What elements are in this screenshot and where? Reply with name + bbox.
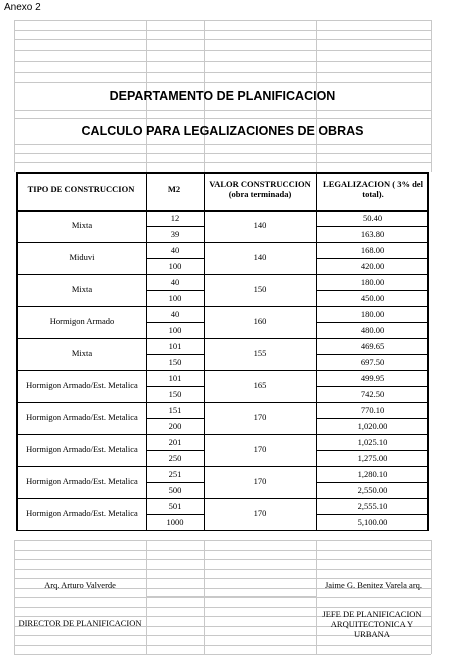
cell-m2: 100 (168, 324, 182, 335)
cell-tipo: Hormigon Armado/Est. Metalica (26, 412, 138, 423)
cell-valor: 165 (253, 380, 267, 391)
group-border (16, 530, 429, 531)
cell-legalizacion: 499.95 (360, 372, 385, 383)
cell-tipo: Hormigon Armado/Est. Metalica (26, 508, 138, 519)
cell-legalizacion: 697.50 (360, 356, 385, 367)
page-title: DEPARTAMENTO DE PLANIFICACION (109, 88, 336, 103)
cell-m2: 500 (168, 484, 182, 495)
cell-legalizacion: 450.00 (360, 292, 385, 303)
gridline (431, 20, 432, 172)
cell-tipo: Hormigon Armado/Est. Metalica (26, 476, 138, 487)
header-valor: VALOR CONSTRUCCION (obra terminada) (209, 179, 311, 199)
cell-legalizacion: 480.00 (360, 324, 385, 335)
cell-valor: 170 (253, 476, 267, 487)
cell-tipo: Hormigon Armado/Est. Metalica (26, 380, 138, 391)
cell-legalizacion: 2,555.10 (357, 500, 388, 511)
spreadsheet (14, 20, 431, 655)
cell-legalizacion: 1,280.10 (357, 468, 388, 479)
cell-valor: 140 (253, 252, 267, 263)
signature-left-name: Arq. Arturo Valverde (44, 580, 116, 591)
gridline (14, 110, 431, 111)
gridline (431, 540, 432, 654)
cell-m2: 40 (170, 244, 180, 255)
cell-legalizacion: 1,025.10 (357, 436, 388, 447)
gridline (14, 540, 15, 654)
gridline (146, 540, 147, 654)
signature-left-title: DIRECTOR DE PLANIFICACION (18, 618, 142, 629)
cell-legalizacion: 5,100.00 (357, 516, 388, 527)
cell-tipo: Mixta (71, 284, 93, 295)
cell-m2: 100 (168, 260, 182, 271)
gridline (14, 72, 431, 73)
cell-legalizacion: 1,275.00 (357, 452, 388, 463)
gridline (14, 153, 431, 154)
header-tipo: TIPO DE CONSTRUCCION (27, 184, 135, 195)
gridline (14, 144, 431, 145)
cell-m2: 201 (168, 436, 182, 447)
cell-m2: 101 (168, 340, 182, 351)
cell-valor: 150 (253, 284, 267, 295)
annex-label: Anexo 2 (4, 2, 41, 13)
cell-m2: 100 (168, 292, 182, 303)
gridline (14, 162, 431, 163)
cell-tipo: Mixta (71, 220, 93, 231)
gridline (14, 39, 431, 40)
cell-m2: 150 (168, 356, 182, 367)
header-m2: M2 (167, 184, 181, 195)
cell-tipo: Mixta (71, 348, 93, 359)
cell-m2: 101 (168, 372, 182, 383)
cell-tipo: Hormigon Armado (49, 316, 115, 327)
cell-valor: 170 (253, 412, 267, 423)
cell-valor: 170 (253, 508, 267, 519)
signature-right-title: JEFE DE PLANIFICACION ARQUITECTONICA Y URBANA (322, 609, 422, 639)
cell-valor: 160 (253, 316, 267, 327)
cell-legalizacion: 770.10 (360, 404, 385, 415)
cell-valor: 140 (253, 220, 267, 231)
cell-legalizacion: 163.80 (360, 228, 385, 239)
cell-m2: 40 (170, 308, 180, 319)
header-legalizacion: LEGALIZACION ( 3% del total). (323, 179, 423, 199)
cell-legalizacion: 168.00 (360, 244, 385, 255)
cell-m2: 40 (170, 276, 180, 287)
gridline (14, 61, 431, 62)
cell-legalizacion: 50.40 (362, 212, 383, 223)
gridline (14, 50, 431, 51)
cell-m2: 501 (168, 500, 182, 511)
cell-legalizacion: 180.00 (360, 276, 385, 287)
gridline (14, 597, 431, 598)
cell-m2: 12 (170, 212, 180, 223)
page-subtitle: CALCULO PARA LEGALIZACIONES DE OBRAS (81, 123, 364, 138)
cell-m2: 151 (168, 404, 182, 415)
signature-right-name: Jaime G. Benitez Varela arq. (324, 580, 423, 591)
cell-m2: 150 (168, 388, 182, 399)
gridline (146, 596, 316, 597)
gridline (204, 540, 205, 654)
cell-legalizacion: 180.00 (360, 308, 385, 319)
gridline (14, 569, 431, 570)
cell-m2: 1000 (166, 516, 184, 527)
cell-legalizacion: 742.50 (360, 388, 385, 399)
gridline (14, 30, 431, 31)
gridline (14, 20, 431, 21)
gridline (14, 550, 431, 551)
cell-m2: 251 (168, 468, 182, 479)
cell-m2: 39 (170, 228, 180, 239)
cell-legalizacion: 1,020.00 (357, 420, 388, 431)
cell-valor: 170 (253, 444, 267, 455)
cell-legalizacion: 469.65 (360, 340, 385, 351)
cell-tipo: Hormigon Armado/Est. Metalica (26, 444, 138, 455)
cell-m2: 200 (168, 420, 182, 431)
cell-tipo: Miduvi (69, 252, 95, 263)
cell-m2: 250 (168, 452, 182, 463)
cell-legalizacion: 420.00 (360, 260, 385, 271)
gridline (14, 559, 431, 560)
gridline (14, 540, 431, 541)
cell-valor: 155 (253, 348, 267, 359)
gridline (14, 654, 431, 655)
cell-legalizacion: 2,550.00 (357, 484, 388, 495)
